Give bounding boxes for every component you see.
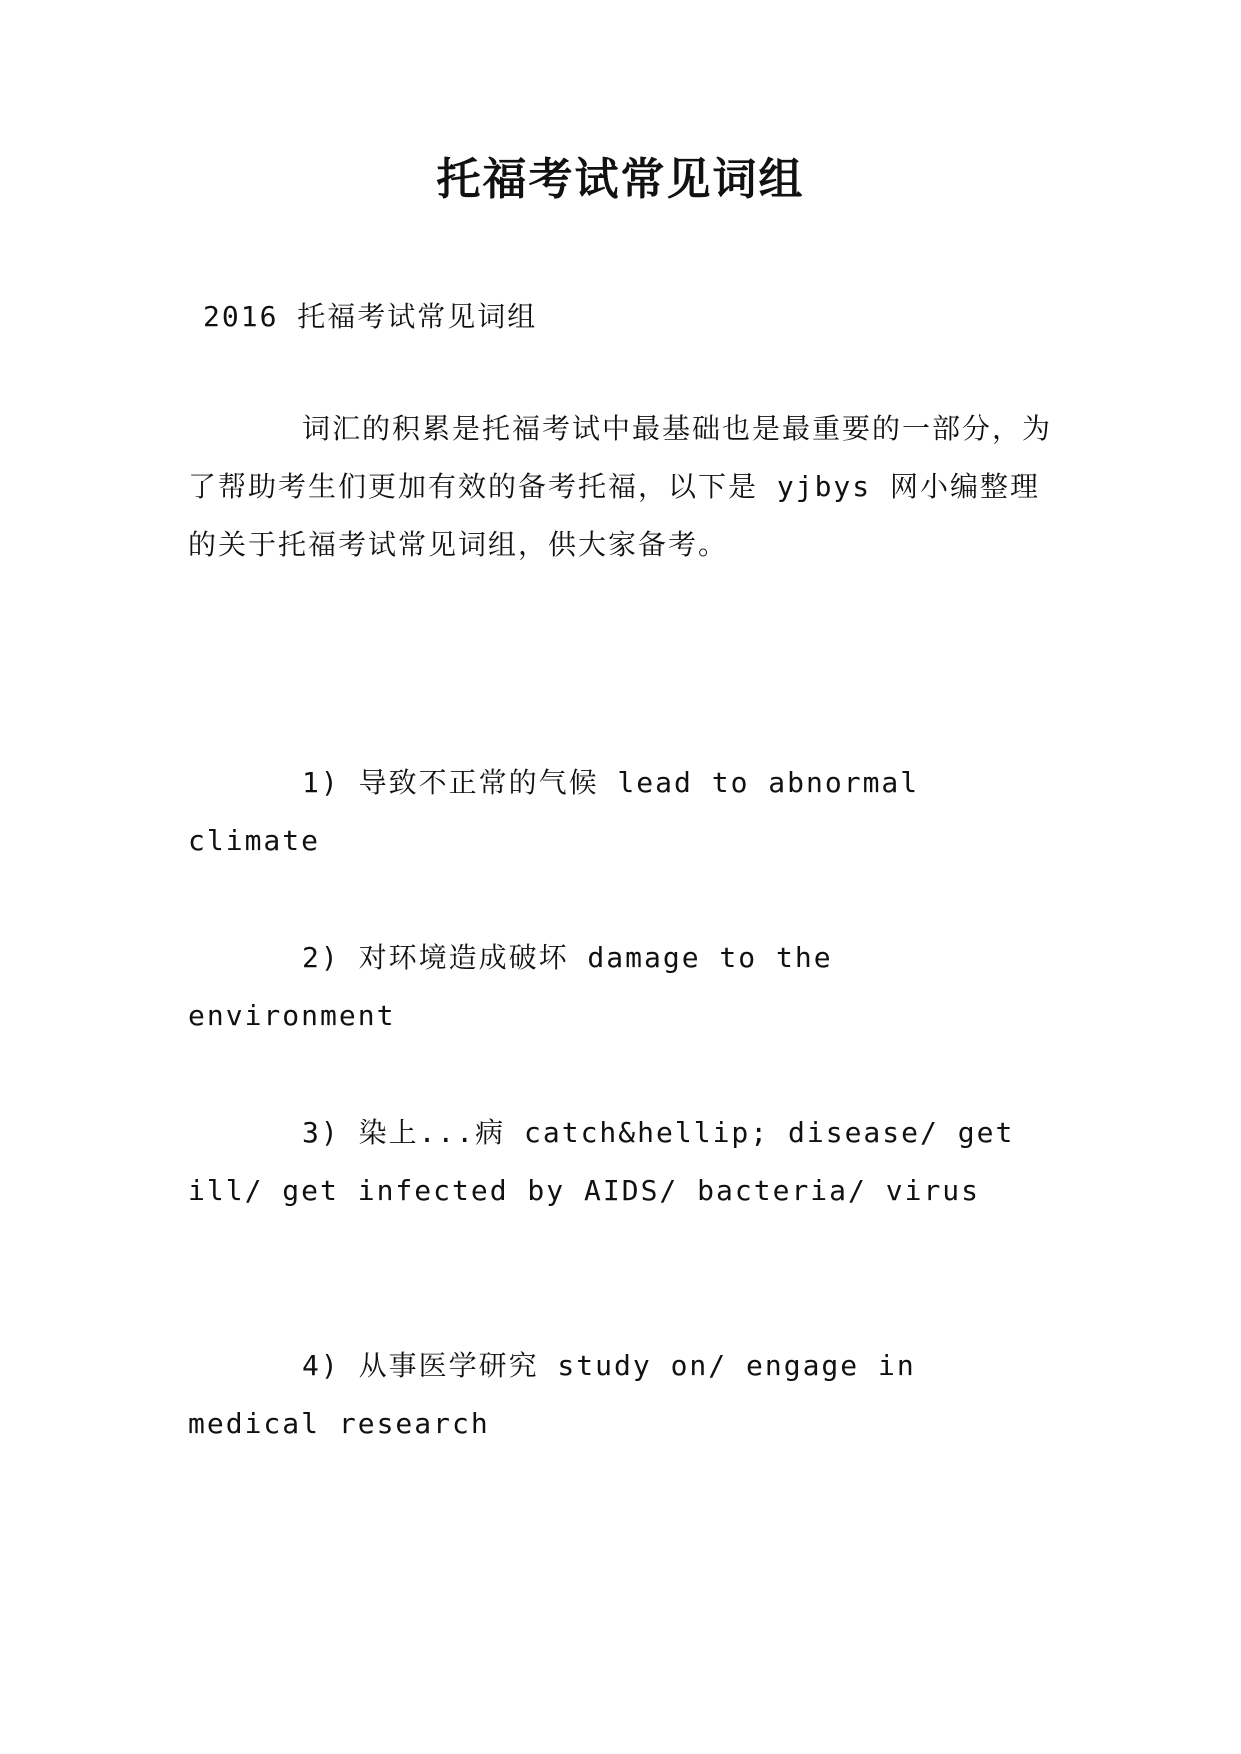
phrase-item-2: 2) 对环境造成破坏 damage to the environment: [188, 941, 833, 1032]
phrase-item-1: 1) 导致不正常的气候 lead to abnormal climate: [188, 766, 920, 857]
page-title: 托福考试常见词组: [436, 154, 805, 205]
phrase-item-4: 4) 从事医学研究 study on/ engage in medical research: [188, 1349, 916, 1440]
document-subtitle: 2016 托福考试常见词组: [203, 300, 538, 333]
phrase-item-3: 3) 染上...病 catch&hellip; disease/ get ill/ get infected by AIDS/ bacteria/ virus: [188, 1116, 1015, 1207]
intro-paragraph: 词汇的积累是托福考试中最基础也是最重要的一部分，为了帮助考生们更加有效的备考托福，以下是 yjbys 网小编整理的关于托福考试常见词组，供大家备考。: [188, 412, 1053, 561]
